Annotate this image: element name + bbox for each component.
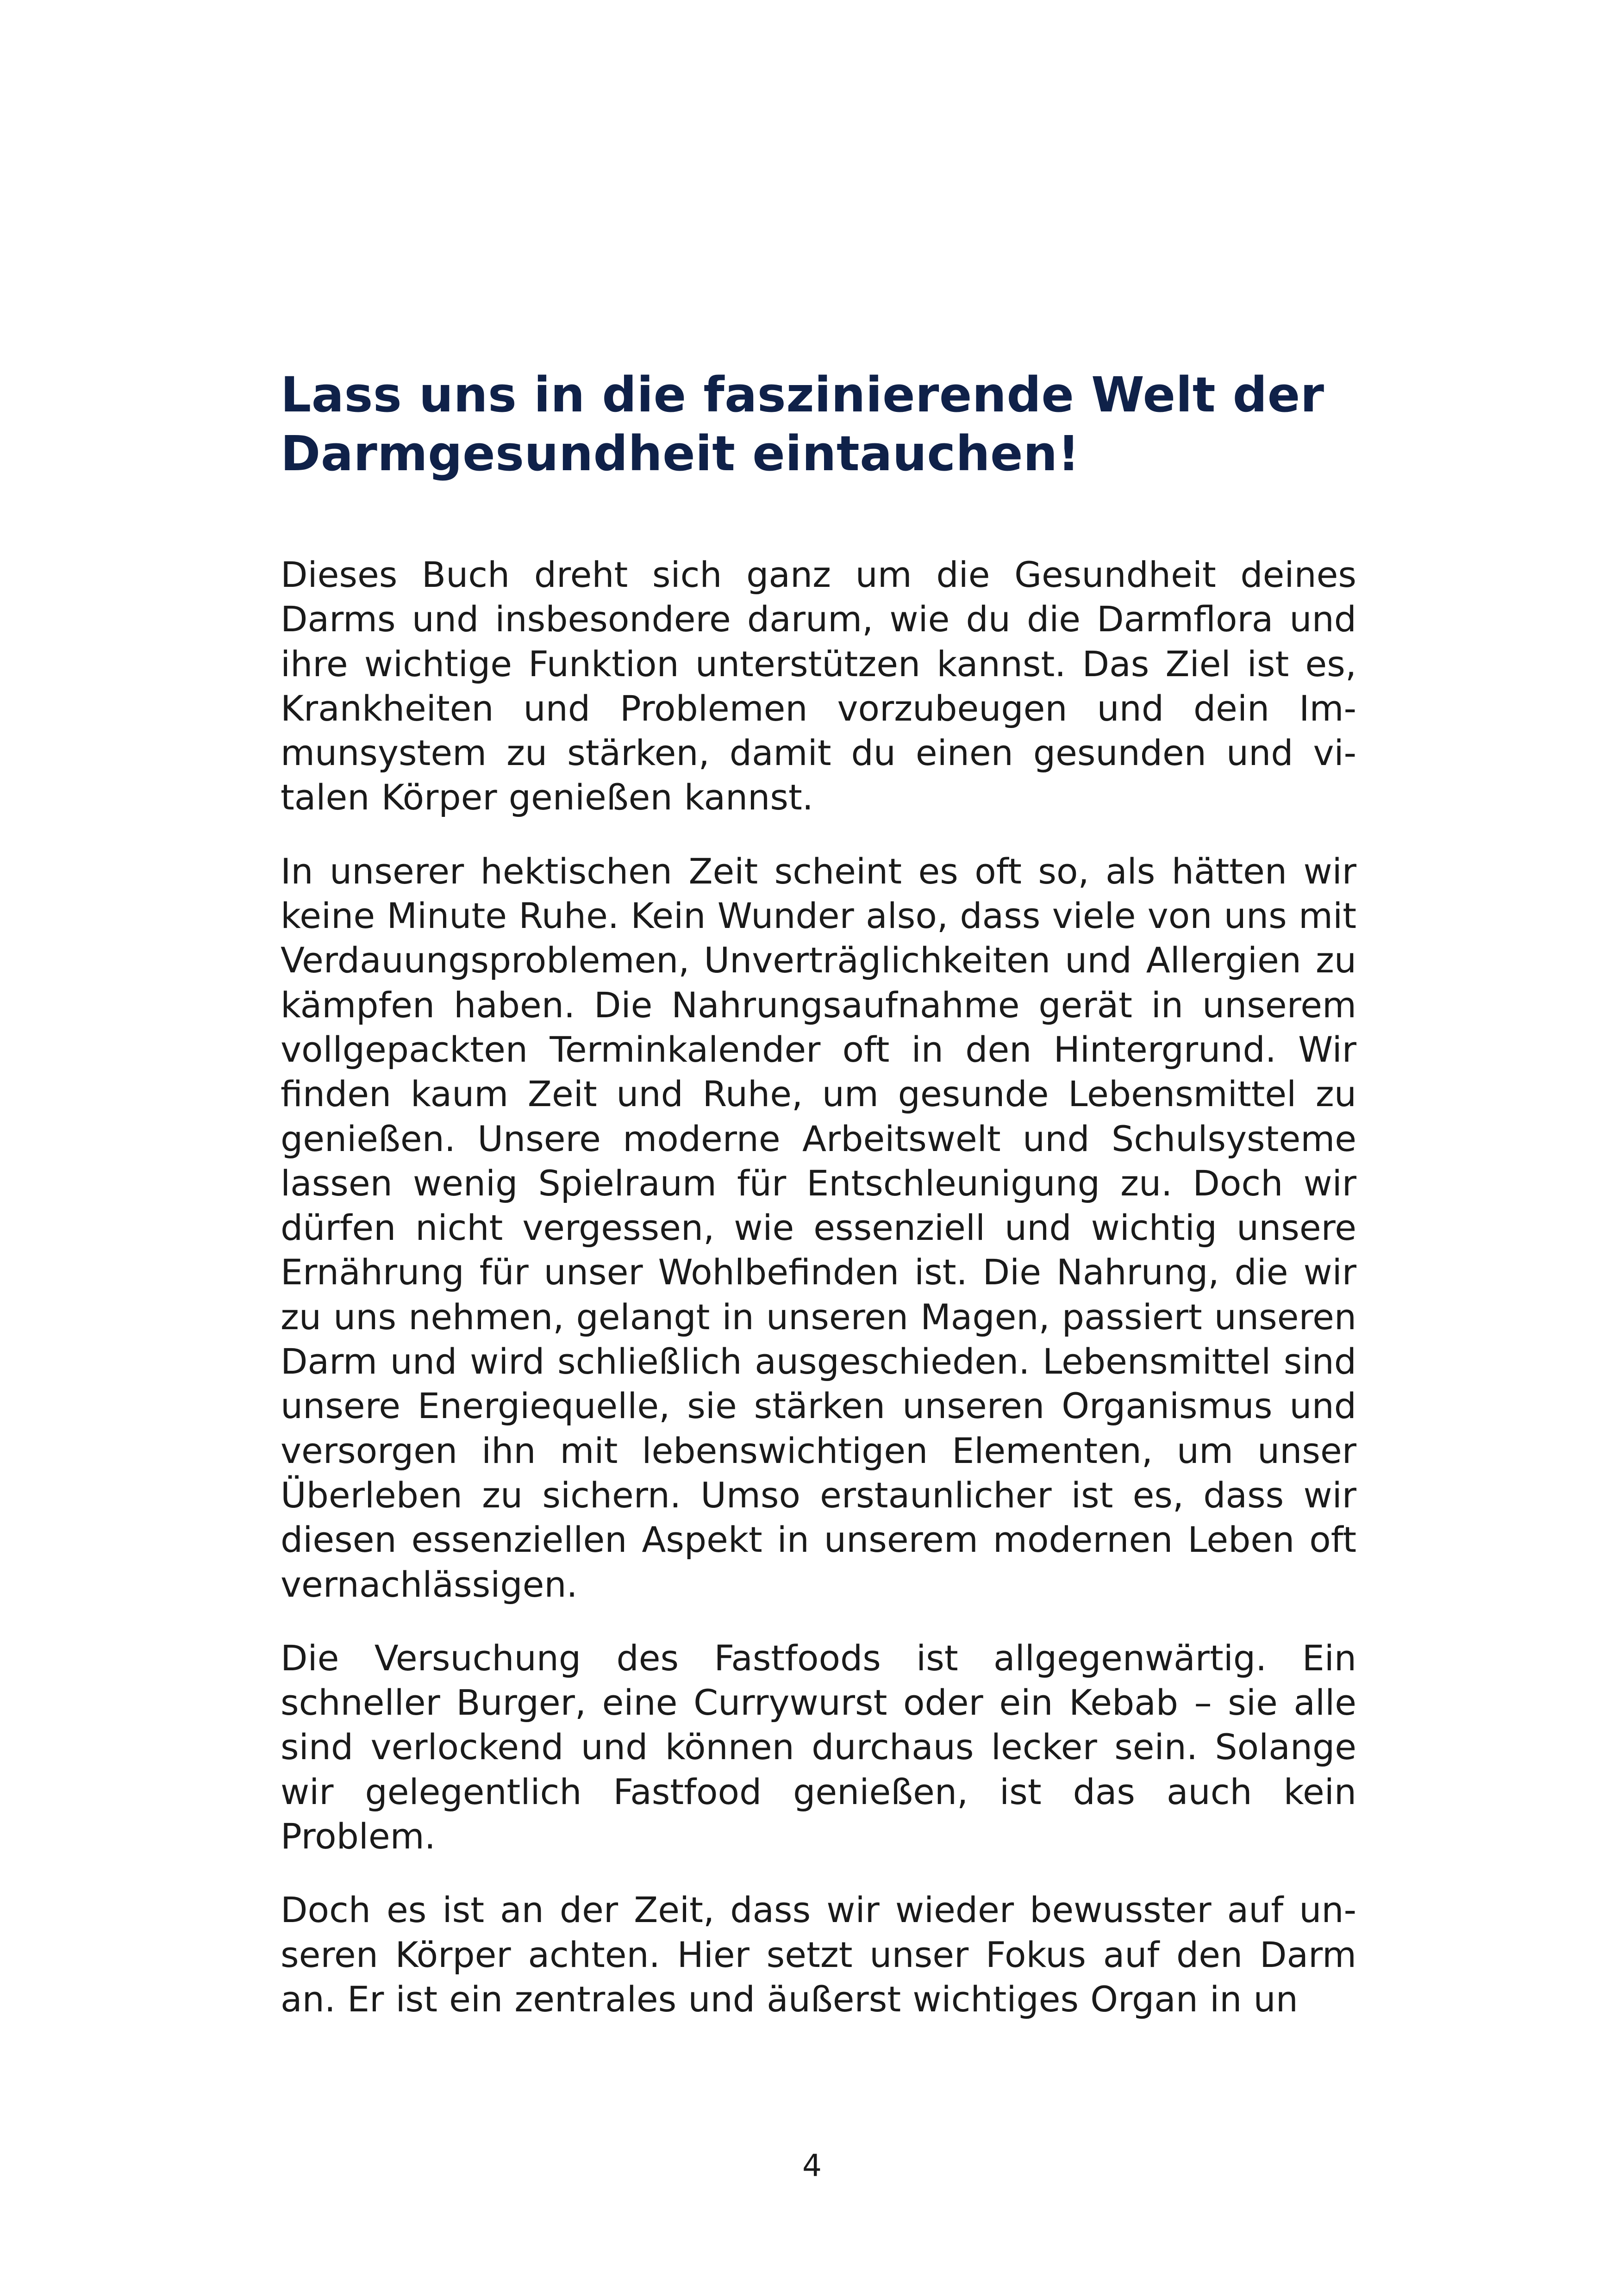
paragraph-2: In unserer hektischen Zeit scheint es oft so, als hätten wir keine Minute Ruhe. Kein Wunder also, dass viele von uns mit Verdauungsproblemen, Unverträglichkeiten und Allergien zu kämpfen haben. Die Nahrungsaufnahme gerät in unserem vollgepackten Terminkalender oft in den Hintergrund. Wir finden kaum Zeit und Ruhe, um gesunde Lebensmittel zu genießen. Unsere moderne Arbeitswelt und Schulsysteme lassen wenig Spielraum für Entschleunigung zu. Doch wir dürfen nicht vergessen, wie essenziell und wichtig unsere Ernährung für unser Wohlbefinden ist. Die Nahrung, die wir zu uns nehmen, gelangt in unseren Magen, passiert unseren Darm und wird schließlich ausgeschieden. Lebensmittel sind unsere Energiequelle, sie stärken unseren Organismus und versorgen ihn mit lebenswichtigen Elementen, um unser Überleben zu sichern. Umso erstaunlicher ist es, dass wir diesen essenziellen Aspekt in unserem modernen Leben oft vernachlässigen.: [281, 850, 1356, 1605]
chapter-heading: Lass uns in die faszinierende Welt der Darmgesundheit eintauchen!: [281, 367, 1324, 482]
body-text: [281, 553, 1356, 2022]
paragraph-1: Dieses Buch dreht sich ganz um die Gesundheit deines Darms und insbesondere darum, wie du die Darmflora und ihre wichtige Funktion unterstützen kannst. Das Ziel ist es, Krankheiten und Problemen vorzubeugen und dein Immunsystem zu stärken, damit du einen gesunden und vitalen Körper genießen kannst.: [281, 554, 1356, 818]
paragraph-3: Die Versuchung des Fastfoods ist allgegenwärtig. Ein schneller Burger, eine Currywurst oder ein Kebab – sie alle sind verlockend und können durchaus lecker sein. Solange wir gelegentlich Fastfood genießen, ist das auch kein Problem.: [281, 1637, 1356, 1857]
page-content: [281, 366, 1356, 2051]
paragraph-4: Doch es ist an der Zeit, dass wir wieder bewusster auf unseren Körper achten. Hier setzt unser Fokus auf den Darm an. Er ist ein zentrales und äußerst wichtiges Organ in un: [281, 1889, 1356, 2020]
page-number: 4: [802, 2148, 822, 2184]
